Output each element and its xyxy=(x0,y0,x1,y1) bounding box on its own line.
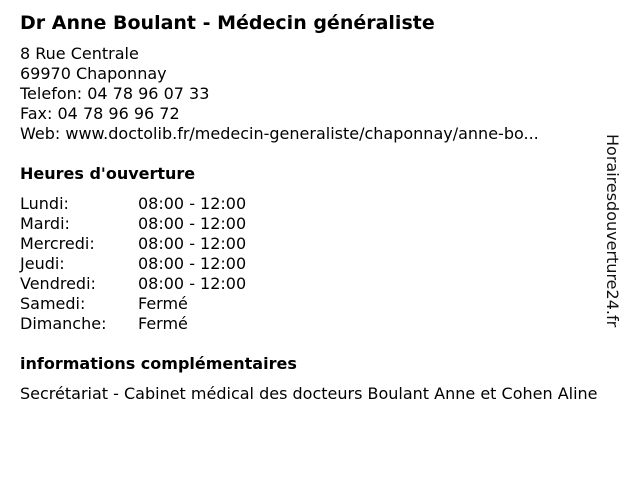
phone-label: Telefon: xyxy=(20,84,83,103)
additional-info-text: Secrétariat - Cabinet médical des docteurs Boulant Anne et Cohen Aline xyxy=(20,384,598,403)
page-title: Dr Anne Boulant - Médecin généraliste xyxy=(20,12,435,34)
hours-row xyxy=(20,274,246,294)
fax-number: 04 78 96 96 72 xyxy=(57,104,180,123)
hours-day: Samedi: xyxy=(20,294,86,313)
hours-time: Fermé xyxy=(138,294,188,313)
hours-day: Mercredi: xyxy=(20,234,95,253)
web-line xyxy=(20,124,600,144)
opening-hours-table xyxy=(20,194,246,334)
web-link[interactable]: www.doctolib.fr/medecin-generaliste/chaponnay/anne-bo... xyxy=(65,124,539,143)
hours-row xyxy=(20,214,246,234)
additional-info-heading: informations complémentaires xyxy=(20,354,297,373)
hours-time: Fermé xyxy=(138,314,188,333)
hours-day: Lundi: xyxy=(20,194,69,213)
fax-label: Fax: xyxy=(20,104,53,123)
hours-time: 08:00 - 12:00 xyxy=(138,234,247,253)
hours-time: 08:00 - 12:00 xyxy=(138,194,247,213)
hours-row xyxy=(20,254,246,274)
fax-line xyxy=(20,104,600,124)
hours-row xyxy=(20,314,246,334)
hours-day: Jeudi: xyxy=(20,254,65,273)
hours-row xyxy=(20,234,246,254)
address-street: 8 Rue Centrale xyxy=(20,44,139,63)
hours-time: 08:00 - 12:00 xyxy=(138,274,247,293)
business-card xyxy=(20,10,600,404)
web-label: Web: xyxy=(20,124,61,143)
opening-hours-heading: Heures d'ouverture xyxy=(20,164,196,183)
hours-day: Mardi: xyxy=(20,214,70,233)
hours-day: Dimanche: xyxy=(20,314,107,333)
hours-time: 08:00 - 12:00 xyxy=(138,254,247,273)
hours-row xyxy=(20,294,246,314)
address-city: 69970 Chaponnay xyxy=(20,64,167,83)
hours-row xyxy=(20,194,246,214)
hours-time: 08:00 - 12:00 xyxy=(138,214,247,233)
phone-line xyxy=(20,84,600,104)
hours-day: Vendredi: xyxy=(20,274,96,293)
phone-number[interactable]: 04 78 96 07 33 xyxy=(87,84,210,103)
site-watermark: Horairesdouverture24.fr xyxy=(603,134,622,328)
